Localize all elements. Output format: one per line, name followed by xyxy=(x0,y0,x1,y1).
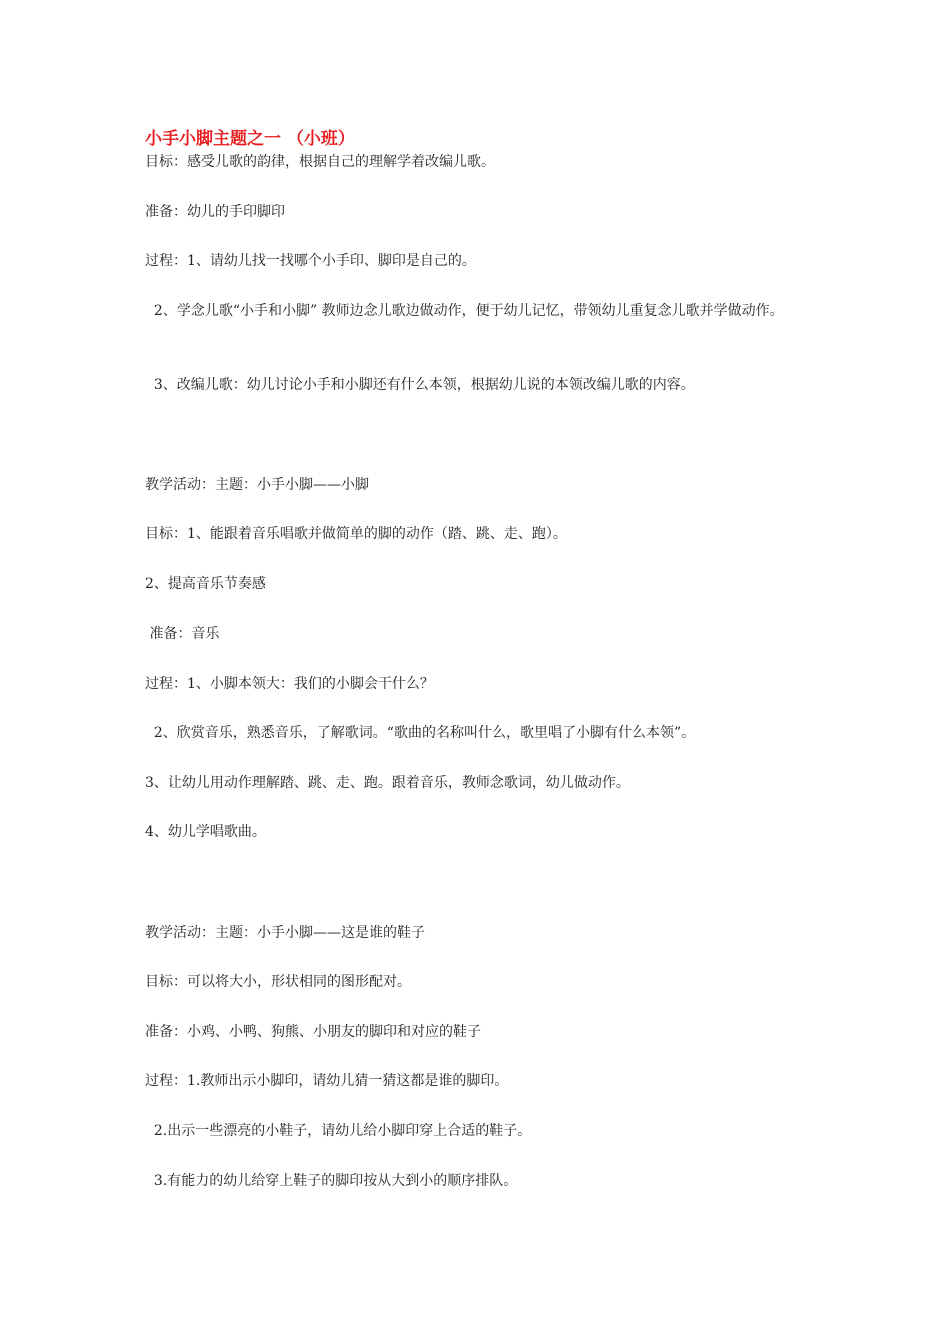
section2-prep: 准备：音乐 xyxy=(145,626,220,642)
section1-goal: 目标：感受儿歌的韵律，根据自己的理解学着改编儿歌。 xyxy=(145,154,495,170)
section2-goal1: 目标：1、能跟着音乐唱歌并做简单的脚的动作（踏、跳、走、跑）。 xyxy=(145,526,567,542)
section3-prep: 准备：小鸡、小鸭、狗熊、小朋友的脚印和对应的鞋子 xyxy=(145,1024,481,1040)
section1-step3: 3、改编儿歌：幼儿讨论小手和小脚还有什么本领，根据幼儿说的本领改编儿歌的内容。 xyxy=(145,377,695,393)
section1-prep: 准备：幼儿的手印脚印 xyxy=(145,204,285,220)
document-title: 小手小脚主题之一 （小班） xyxy=(145,129,355,149)
section2-heading: 教学活动：主题：小手小脚——小脚 xyxy=(145,477,369,493)
section3-heading: 教学活动：主题：小手小脚——这是谁的鞋子 xyxy=(145,925,425,941)
section2-goal2: 2、提高音乐节奏感 xyxy=(145,576,266,592)
section1-step2: 2、学念儿歌“小手和小脚” 教师边念儿歌边做动作，便于幼儿记忆，带领幼儿重复念儿歌并学做动作。 xyxy=(145,303,784,319)
section1-step1: 过程：1、请幼儿找一找哪个小手印、脚印是自己的。 xyxy=(145,253,476,269)
section2-step3: 3、让幼儿用动作理解踏、跳、走、跑。跟着音乐，教师念歌词，幼儿做动作。 xyxy=(145,775,630,791)
section2-step2: 2、欣赏音乐，熟悉音乐，了解歌词。“歌曲的名称叫什么，歌里唱了小脚有什么本领”。 xyxy=(145,725,696,741)
section3-step3: 3.有能力的幼儿给穿上鞋子的脚印按从大到小的顺序排队。 xyxy=(145,1173,518,1189)
section3-goal: 目标：可以将大小，形状相同的图形配对。 xyxy=(145,974,411,990)
section2-step4: 4、幼儿学唱歌曲。 xyxy=(145,824,266,840)
section3-step1: 过程：1.教师出示小脚印，请幼儿猜一猜这都是谁的脚印。 xyxy=(145,1073,509,1089)
section3-step2: 2.出示一些漂亮的小鞋子，请幼儿给小脚印穿上合适的鞋子。 xyxy=(145,1123,532,1139)
section2-step1: 过程：1、小脚本领大：我们的小脚会干什么？ xyxy=(145,676,434,692)
